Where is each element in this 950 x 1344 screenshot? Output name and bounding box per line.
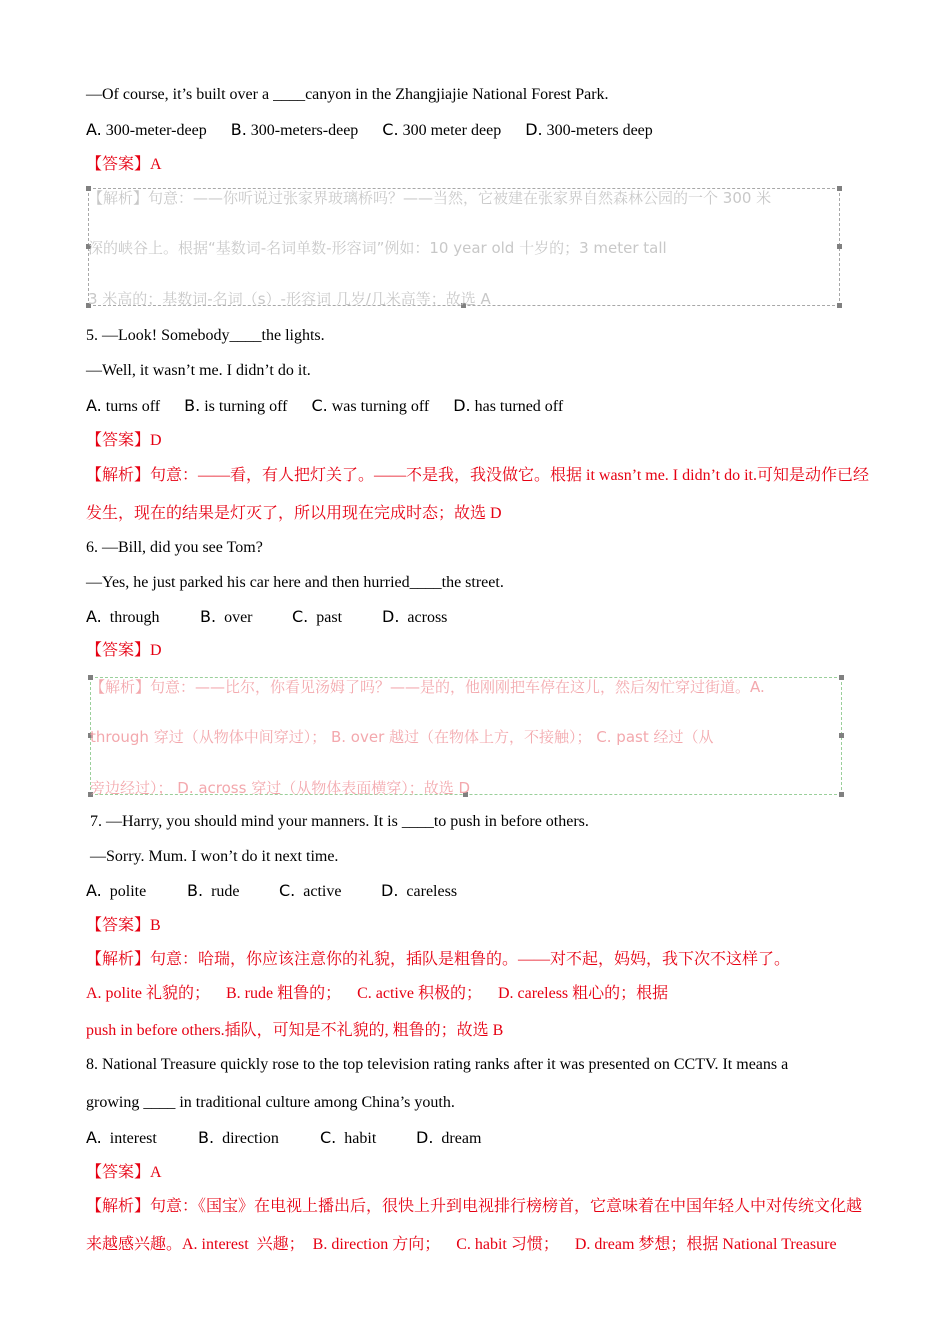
q8-option-d: D. dream <box>416 1128 482 1147</box>
q4-analysis-line2: 深的峡谷上。根据“基数词-名词单数-形容词”例如：10 year old 十岁的；3 meter tall <box>88 239 667 257</box>
q6-options <box>86 607 447 628</box>
q7-analysis-line1: 【解析】句意：哈瑞，你应该注意你的礼貌，插队是粗鲁的。——对不起，妈妈，我下次不这样了。 <box>86 951 791 968</box>
q4-option-c: C. 300 meter deep <box>382 120 502 139</box>
q4-answer: 【答案】A <box>86 156 162 173</box>
q5-analysis-line1: 【解析】句意：——看，有人把灯关了。——不是我，我没做它。根据 it wasn’t me. I didn’t do it.可知是动作已经 <box>86 467 869 484</box>
q4-options <box>86 120 653 141</box>
resize-handle[interactable] <box>839 675 844 680</box>
q7-analysis-line3: push in before others.插队，可知是不礼貌的, 粗鲁的；故选 B <box>86 1022 504 1039</box>
q7-stem-line1: 7. —Harry, you should mind your manners. It is ____to push in before others. <box>86 813 589 830</box>
q7-option-a: A. polite <box>86 881 147 900</box>
q6-analysis-line1: 【解析】句意：——比尔，你看见汤姆了吗？——是的，他刚刚把车停在这儿，然后匆忙穿过街道。A. <box>90 678 765 696</box>
q4-analysis-line1: 【解析】句意：——你听说过张家界玻璃桥吗？——当然，它被建在张家界自然森林公园的一个 300 米 <box>88 189 772 207</box>
q7-options <box>86 881 457 902</box>
q8-options <box>86 1128 481 1149</box>
q5-analysis-line2: 发生，现在的结果是灯灭了，所以用现在完成时态；故选 D <box>86 505 502 522</box>
q4-analysis-line3: 3 米高的；基数词-名词（s）-形容词 几岁/几米高等；故选 A <box>88 290 491 308</box>
resize-handle[interactable] <box>839 733 844 738</box>
q5-stem-line1: 5. —Look! Somebody____the lights. <box>86 327 325 344</box>
q8-option-a: A. interest <box>86 1128 157 1147</box>
resize-handle[interactable] <box>837 303 842 308</box>
q6-analysis-line2: through 穿过（从物体中间穿过）； B. over 越过（在物体上方，不接触）； C. past 经过（从 <box>90 728 714 746</box>
q4-option-b: B. 300-meters-deep <box>230 120 359 139</box>
q5-option-b: B. is turning off <box>184 396 288 415</box>
q6-option-b: B. over <box>200 607 253 626</box>
q6-option-a: A. through <box>86 607 160 626</box>
q7-option-c: C. active <box>279 881 342 900</box>
resize-handle[interactable] <box>839 792 844 797</box>
q5-option-a: A. turns off <box>86 396 161 415</box>
resize-handle[interactable] <box>837 186 842 191</box>
q5-option-d: D. has turned off <box>453 396 564 415</box>
q6-analysis-line3: 旁边经过）； D. across 穿过（从物体表面横穿）；故选 D <box>90 779 471 797</box>
q8-stem-line1: 8. National Treasure quickly rose to the top television rating ranks after it was presented on CCTV. It means a <box>86 1056 789 1073</box>
q5-answer: 【答案】D <box>86 432 162 449</box>
q5-stem-line2: —Well, it wasn’t me. I didn’t do it. <box>86 362 311 379</box>
q6-option-d: D. across <box>382 607 448 626</box>
resize-handle[interactable] <box>837 244 842 249</box>
q7-option-d: D. careless <box>381 881 458 900</box>
q4-option-d: D. 300-meters deep <box>525 120 653 139</box>
q5-options <box>86 396 563 417</box>
q8-analysis-line1: 【解析】句意：《国宝》在电视上播出后，很快上升到电视排行榜榜首，它意味着在中国年轻人中对传统文化越 <box>86 1198 863 1215</box>
q4-option-a: A. 300-meter-deep <box>86 120 207 139</box>
q5-option-c: C. was turning off <box>311 396 430 415</box>
q8-answer: 【答案】A <box>86 1164 162 1181</box>
q6-answer: 【答案】D <box>86 642 162 659</box>
q6-option-c: C. past <box>292 607 343 626</box>
q7-answer: 【答案】B <box>86 917 161 934</box>
q7-option-b: B. rude <box>187 881 240 900</box>
q7-analysis-line2: A. polite 礼貌的； B. rude 粗鲁的； C. active 积极的； D. careless 粗心的；根据 <box>86 985 669 1002</box>
q8-stem-line2: growing ____ in traditional culture among China’s youth. <box>86 1094 455 1111</box>
q4-stem-line2: —Of course, it’s built over a ____canyon in the Zhangjiajie National Forest Park. <box>86 86 609 103</box>
q8-analysis-line2: 来越感兴趣。A. interest 兴趣； B. direction 方向； C. habit 习惯； D. dream 梦想；根据 National Treasure <box>86 1236 837 1253</box>
q8-option-c: C. habit <box>320 1128 377 1147</box>
q6-stem-line2: —Yes, he just parked his car here and then hurried____the street. <box>86 574 504 591</box>
q8-option-b: B. direction <box>198 1128 279 1147</box>
q7-stem-line2: —Sorry. Mum. I won’t do it next time. <box>86 848 339 865</box>
q6-stem-line1: 6. —Bill, did you see Tom? <box>86 539 263 556</box>
